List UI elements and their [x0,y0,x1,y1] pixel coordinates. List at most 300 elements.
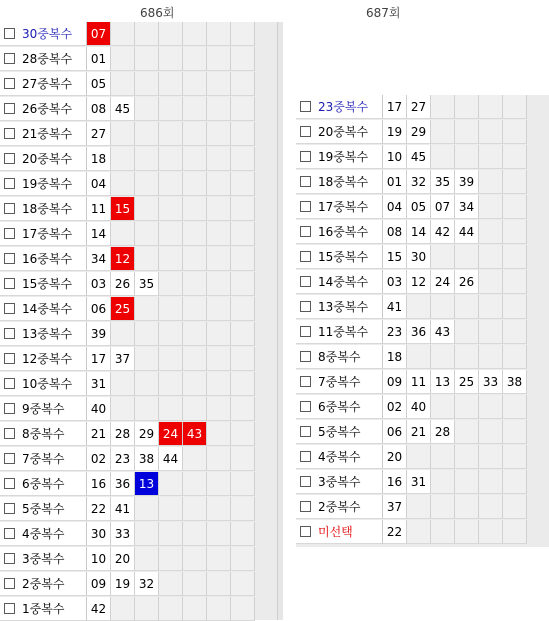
number-cell [183,472,207,496]
row-label: 9중복수 [22,402,65,416]
row-checkbox[interactable] [4,353,15,364]
number-cell [159,272,183,296]
number-cell [455,145,479,169]
row-label: 6중복수 [318,400,361,414]
row-checkbox[interactable] [300,101,311,112]
number-cell [159,322,183,346]
number-cell [207,372,231,396]
number-cell [159,497,183,521]
number-cell [431,145,455,169]
number-cell [431,395,455,419]
number-cell [455,245,479,269]
row-label-cell [0,22,87,46]
row-label: 17중복수 [22,227,73,241]
number-cell [135,247,159,271]
row-checkbox[interactable] [4,328,15,339]
number-cell [431,520,455,544]
number-cell: 27 [87,122,111,146]
number-cell [479,145,503,169]
row-checkbox[interactable] [300,301,311,312]
table-row [296,445,527,469]
row-checkbox[interactable] [300,201,311,212]
row-label-cell [0,447,87,471]
number-cell [503,145,527,169]
number-cell [207,597,231,621]
number-cell: 32 [407,170,431,194]
number-cell: 25 [111,297,135,321]
number-cell [231,222,255,246]
row-label: 18중복수 [22,202,73,216]
table-row [0,522,255,546]
table-row [0,147,255,171]
row-checkbox[interactable] [4,128,15,139]
row-label: 8중복수 [318,350,361,364]
table-row [296,145,527,169]
row-label: 16중복수 [22,252,73,266]
number-cell [207,472,231,496]
number-cell: 41 [111,497,135,521]
row-checkbox[interactable] [300,451,311,462]
number-cell [111,122,135,146]
row-label: 21중복수 [22,127,73,141]
row-label: 3중복수 [22,552,65,566]
number-cell: 26 [111,272,135,296]
number-cell [231,172,255,196]
number-cell [479,195,503,219]
number-cell: 23 [111,447,135,471]
number-cell [407,495,431,519]
number-cell [183,47,207,71]
row-label-cell [296,420,383,444]
row-checkbox[interactable] [300,476,311,487]
table-row [296,420,527,444]
row-checkbox[interactable] [300,126,311,137]
number-cell: 12 [111,247,135,271]
row-label: 28중복수 [22,52,73,66]
number-cell: 24 [159,422,183,446]
number-cell [135,47,159,71]
number-cell [207,497,231,521]
number-cell [503,95,527,119]
number-cell [503,420,527,444]
row-label: 5중복수 [318,425,361,439]
row-checkbox[interactable] [300,226,311,237]
table-row [0,397,255,421]
row-label-cell [0,47,87,71]
number-cell [183,272,207,296]
number-cell: 22 [87,497,111,521]
number-cell: 20 [111,547,135,571]
number-cell [207,572,231,596]
number-cell [503,320,527,344]
number-cell [135,597,159,621]
number-cell: 05 [407,195,431,219]
row-checkbox[interactable] [4,153,15,164]
number-cell [231,47,255,71]
row-checkbox[interactable] [4,378,15,389]
row-label-cell [296,145,383,169]
number-cell [231,522,255,546]
row-label-cell [0,547,87,571]
number-cell: 31 [87,372,111,396]
row-checkbox[interactable] [4,428,15,439]
number-cell [111,597,135,621]
number-cell [231,247,255,271]
number-cell: 44 [455,220,479,244]
table-row [0,597,255,621]
row-label-cell [296,170,383,194]
row-checkbox[interactable] [4,553,15,564]
row-label-cell [0,597,87,621]
table-row [0,372,255,396]
number-cell [183,247,207,271]
number-cell: 27 [407,95,431,119]
number-cell [135,522,159,546]
number-cell [159,147,183,171]
number-cell: 17 [383,95,407,119]
number-cell: 35 [431,170,455,194]
number-cell [207,547,231,571]
number-cell: 39 [455,170,479,194]
number-cell [183,322,207,346]
row-label: 미선택 [318,525,353,539]
number-cell: 08 [87,97,111,121]
table-row [296,195,527,219]
row-checkbox[interactable] [4,78,15,89]
number-cell [503,470,527,494]
number-cell: 38 [503,370,527,394]
number-cell [455,420,479,444]
row-checkbox[interactable] [300,326,311,337]
number-cell: 30 [407,245,431,269]
number-cell: 28 [111,422,135,446]
number-cell: 34 [455,195,479,219]
number-cell [135,197,159,221]
number-cell [135,122,159,146]
row-checkbox[interactable] [300,276,311,287]
number-cell: 11 [407,370,431,394]
number-cell [503,395,527,419]
number-cell: 39 [87,322,111,346]
number-cell [183,497,207,521]
number-cell [183,372,207,396]
number-cell [183,297,207,321]
number-cell [479,345,503,369]
number-cell: 10 [383,145,407,169]
row-checkbox[interactable] [4,53,15,64]
row-label: 8중복수 [22,427,65,441]
row-label: 20중복수 [22,152,73,166]
number-cell [207,197,231,221]
number-cell: 03 [87,272,111,296]
row-label: 7중복수 [318,375,361,389]
number-cell [407,520,431,544]
row-label-cell [0,522,87,546]
number-cell [159,22,183,46]
row-label: 4중복수 [22,527,65,541]
row-label-cell [296,495,383,519]
number-cell [135,22,159,46]
row-checkbox[interactable] [4,453,15,464]
number-cell [479,470,503,494]
row-label-cell [0,322,87,346]
row-label-cell [0,497,87,521]
table-row [296,320,527,344]
row-label: 13중복수 [22,327,73,341]
number-cell: 10 [87,547,111,571]
number-cell [455,445,479,469]
number-cell [159,547,183,571]
row-label: 12중복수 [22,352,73,366]
number-cell: 14 [87,222,111,246]
number-cell [207,522,231,546]
number-cell: 42 [87,597,111,621]
number-cell [407,445,431,469]
row-label-cell [296,270,383,294]
number-cell [135,372,159,396]
row-checkbox[interactable] [300,526,311,537]
table-row [296,470,527,494]
number-cell [207,147,231,171]
number-cell: 03 [383,270,407,294]
table-row [0,222,255,246]
row-label: 5중복수 [22,502,65,516]
number-cell [231,272,255,296]
number-cell [479,420,503,444]
row-label-cell [296,470,383,494]
number-cell: 36 [407,320,431,344]
number-cell: 30 [87,522,111,546]
row-label-cell [296,120,383,144]
number-cell [183,347,207,371]
number-cell [455,470,479,494]
row-checkbox[interactable] [4,503,15,514]
number-cell [431,95,455,119]
number-cell: 04 [87,172,111,196]
number-cell [479,520,503,544]
row-checkbox[interactable] [4,103,15,114]
number-cell: 07 [87,22,111,46]
number-cell [479,395,503,419]
number-cell [231,22,255,46]
number-cell: 21 [407,420,431,444]
row-checkbox[interactable] [300,501,311,512]
row-label: 23중복수 [318,100,369,114]
row-checkbox[interactable] [4,303,15,314]
number-cell: 13 [135,472,159,496]
number-cell [503,520,527,544]
table-row [296,245,527,269]
row-label-cell [296,95,383,119]
number-cell [111,47,135,71]
row-label: 17중복수 [318,200,369,214]
number-cell: 43 [183,422,207,446]
number-cell [135,172,159,196]
row-label: 2중복수 [22,577,65,591]
number-cell [455,495,479,519]
row-label: 26중복수 [22,102,73,116]
number-cell [111,372,135,396]
row-checkbox[interactable] [300,401,311,412]
number-cell [159,397,183,421]
row-checkbox[interactable] [4,28,15,39]
row-checkbox[interactable] [300,151,311,162]
number-cell [159,597,183,621]
number-cell [207,72,231,96]
number-cell [503,345,527,369]
number-cell [207,422,231,446]
number-cell: 19 [383,120,407,144]
panel-686-scrollbar[interactable] [277,22,283,620]
row-label-cell [0,247,87,271]
table-row [0,472,255,496]
number-cell [231,97,255,121]
number-cell: 06 [383,420,407,444]
row-label: 27중복수 [22,77,73,91]
number-cell [159,122,183,146]
table-row [296,495,527,519]
row-label: 19중복수 [22,177,73,191]
row-label: 10중복수 [22,377,73,391]
table-row [0,447,255,471]
row-label-cell [0,347,87,371]
row-label: 30중복수 [22,27,73,41]
number-cell [455,345,479,369]
number-cell [111,322,135,346]
row-checkbox[interactable] [4,478,15,489]
row-label: 13중복수 [318,300,369,314]
table-row [0,197,255,221]
number-cell [135,347,159,371]
table-row [0,247,255,271]
number-cell [207,122,231,146]
number-cell: 01 [383,170,407,194]
row-checkbox[interactable] [300,426,311,437]
number-cell [135,297,159,321]
row-label-cell [0,397,87,421]
number-cell [183,447,207,471]
number-cell: 37 [383,495,407,519]
row-checkbox[interactable] [300,251,311,262]
row-label-cell [296,295,383,319]
number-cell [207,297,231,321]
number-cell [135,397,159,421]
number-cell [183,122,207,146]
number-cell: 11 [87,197,111,221]
row-checkbox[interactable] [4,578,15,589]
number-cell [159,222,183,246]
number-cell [479,270,503,294]
table-row [0,172,255,196]
number-cell: 33 [479,370,503,394]
number-cell [159,197,183,221]
number-cell [231,447,255,471]
table-row [0,47,255,71]
row-label: 18중복수 [318,175,369,189]
row-label-cell [0,97,87,121]
number-cell [231,347,255,371]
row-checkbox[interactable] [4,228,15,239]
row-label: 15중복수 [318,250,369,264]
number-cell [135,222,159,246]
number-cell: 44 [159,447,183,471]
number-cell: 29 [135,422,159,446]
panel-686-title: 686회 [140,6,175,20]
row-label-cell [296,320,383,344]
number-cell [207,47,231,71]
number-cell: 45 [111,97,135,121]
row-checkbox[interactable] [4,178,15,189]
number-cell [159,347,183,371]
number-cell [135,497,159,521]
number-cell [159,172,183,196]
number-cell [503,220,527,244]
number-cell [479,320,503,344]
table-row [296,295,527,319]
row-checkbox[interactable] [4,528,15,539]
number-cell [135,97,159,121]
row-checkbox[interactable] [4,253,15,264]
number-cell: 29 [407,120,431,144]
row-checkbox[interactable] [4,603,15,614]
table-row [0,297,255,321]
number-cell: 14 [407,220,431,244]
number-cell: 32 [135,572,159,596]
number-cell: 24 [431,270,455,294]
number-cell: 45 [407,145,431,169]
number-cell [431,495,455,519]
table-row [296,95,527,119]
number-cell: 22 [383,520,407,544]
row-label: 19중복수 [318,150,369,164]
number-cell [503,170,527,194]
table-row [0,322,255,346]
number-cell: 37 [111,347,135,371]
number-cell: 40 [407,395,431,419]
number-cell [183,397,207,421]
number-cell [159,572,183,596]
row-checkbox[interactable] [4,403,15,414]
row-label-cell [0,72,87,96]
number-cell: 19 [111,572,135,596]
number-cell: 43 [431,320,455,344]
row-checkbox[interactable] [300,351,311,362]
number-cell [207,347,231,371]
number-cell [479,445,503,469]
number-cell: 33 [111,522,135,546]
row-checkbox[interactable] [4,278,15,289]
number-cell [431,445,455,469]
table-row [296,270,527,294]
row-label-cell [296,445,383,469]
number-cell [503,120,527,144]
number-cell [479,170,503,194]
row-checkbox[interactable] [300,176,311,187]
number-cell [183,172,207,196]
table-row [296,520,527,544]
row-label: 14중복수 [318,275,369,289]
number-cell [183,197,207,221]
number-cell: 28 [431,420,455,444]
number-cell [231,497,255,521]
row-checkbox[interactable] [300,376,311,387]
table-row [0,22,255,46]
number-cell [111,22,135,46]
number-cell [183,97,207,121]
row-label-cell [0,197,87,221]
table-row [0,347,255,371]
row-checkbox[interactable] [4,203,15,214]
